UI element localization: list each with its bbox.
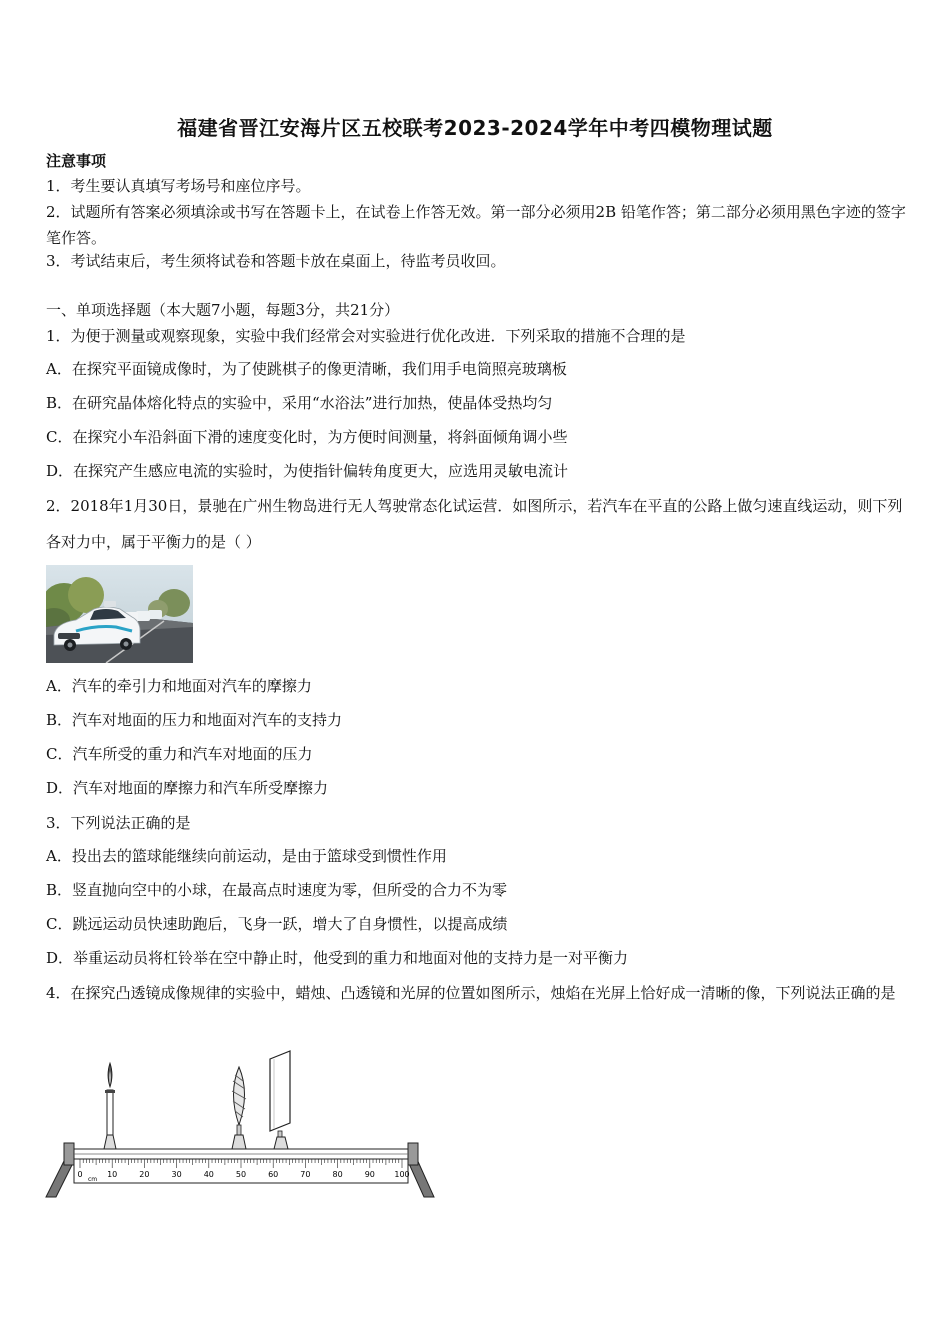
option-b: B．在研究晶体熔化特点的实验中，采用“水浴法”进行加热，使晶体受热均匀	[46, 394, 553, 412]
question-stem: 3．下列说法正确的是	[46, 814, 191, 832]
option-a: A．汽车的牵引力和地面对汽车的摩擦力	[46, 677, 312, 695]
car-photo	[46, 565, 193, 663]
option-d: D．汽车对地面的摩擦力和汽车所受摩擦力	[46, 779, 329, 797]
light-screen	[270, 1051, 290, 1149]
scale-tick-label: 50	[235, 1170, 247, 1179]
question-stem: 1．为便于测量或观察现象，实验中我们经常会对实验进行优化改进．下列采取的措施不合理的是	[46, 327, 686, 345]
option-d: D．举重运动员将杠铃举在空中静止时，他受到的重力和地面对他的支持力是一对平衡力	[46, 949, 629, 967]
scale-tick-label: 30	[171, 1170, 182, 1179]
question-stem: 4．在探究凸透镜成像规律的实验中，蜡烛、凸透镜和光屏的位置如图所示，烛焰在光屏上恰好成一清晰的像，下列说法正确的是	[46, 984, 896, 1002]
optical-bench-diagram	[44, 1045, 436, 1205]
question-stem: 2．2018年1月30日，景驰在广州生物岛进行无人驾驶常态化试运营．如图所示，若汽车在平直的公路上做匀速直线运动，则下列各对力中，属于平衡力的是（ ）	[46, 497, 903, 551]
option-b: B．汽车对地面的压力和地面对汽车的支持力	[46, 711, 343, 729]
notice-item: 1．考生要认真填写考场号和座位序号。	[46, 177, 311, 195]
convex-lens	[232, 1067, 246, 1149]
section-heading: 一、单项选择题（本大题7小题，每题3分，共21分）	[46, 301, 400, 319]
scale-tick-label: 20	[139, 1170, 150, 1179]
option-c: C．在探究小车沿斜面下滑的速度变化时，为方便时间测量，将斜面倾角调小些	[46, 428, 568, 446]
scale-tick-label: 10	[107, 1170, 118, 1179]
notice-item: 2．试题所有答案必须填涂或书写在答题卡上，在试卷上作答无效。第一部分必须用2B 铅笔作答；第二部分必须用黑色字迹的签字笔作答。	[46, 203, 906, 247]
option-c: C．跳远运动员快速助跑后，飞身一跃，增大了自身惯性，以提高成绩	[46, 915, 508, 933]
scale-tick-label: 40	[203, 1170, 214, 1179]
scale-tick-label: 0	[77, 1170, 83, 1179]
option-a: A．在探究平面镜成像时，为了使跳棋子的像更清晰，我们用手电筒照亮玻璃板	[46, 360, 567, 378]
car-photo-illustration	[46, 565, 193, 663]
exam-title: 福建省晋江安海片区五校联考2023-2024学年中考四模物理试题	[177, 116, 773, 140]
scale-tick-label: 60	[268, 1170, 279, 1179]
optical-bench-figure	[44, 1045, 436, 1205]
option-a: A．投出去的篮球能继续向前运动，是由于篮球受到惯性作用	[46, 847, 447, 865]
notice-heading: 注意事项	[46, 152, 107, 170]
notice-item: 3．考试结束后，考生须将试卷和答题卡放在桌面上，待监考员收回。	[46, 252, 506, 270]
option-d: D．在探究产生感应电流的实验时，为使指针偏转角度更大，应选用灵敏电流计	[46, 462, 569, 480]
scale-tick-label: 100	[394, 1170, 410, 1179]
scale-unit: cm	[88, 1176, 98, 1183]
option-c: C．汽车所受的重力和汽车对地面的压力	[46, 745, 313, 763]
option-b: B．竖直抛向空中的小球，在最高点时速度为零，但所受的合力不为零	[46, 881, 508, 899]
scale-tick-label: 90	[364, 1170, 375, 1179]
candle	[104, 1063, 116, 1149]
scale-tick-label: 80	[332, 1170, 343, 1179]
scale-tick-label: 70	[300, 1170, 311, 1179]
